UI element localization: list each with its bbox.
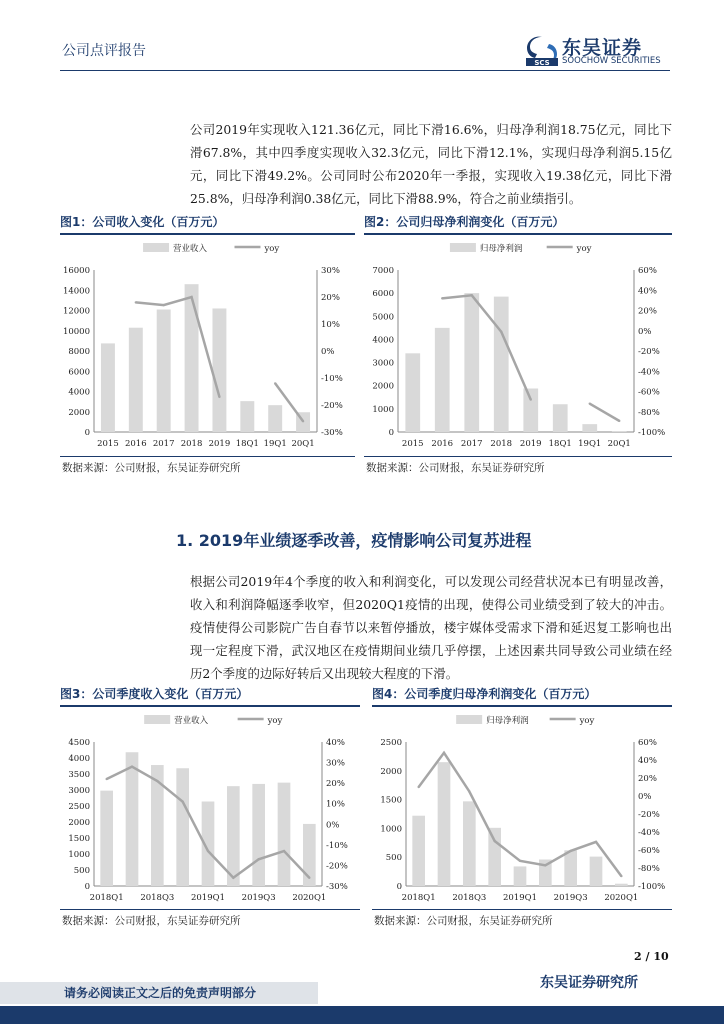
yoy-point — [530, 398, 532, 400]
x-tick-label: 2015 — [97, 439, 119, 449]
yoy-point — [190, 296, 192, 298]
figure-3-title: 图3：公司季度收入变化（百万元） — [60, 683, 360, 707]
left-tick-label: 2500 — [68, 802, 90, 812]
yoy-point — [274, 382, 276, 384]
legend-line-label: yoy — [576, 244, 592, 254]
left-tick-label: 2000 — [372, 381, 394, 392]
x-tick-label: 18Q1 — [548, 439, 572, 449]
right-tick-label: 40% — [638, 286, 657, 297]
right-tick-label: 40% — [326, 738, 345, 748]
section-1-paragraph: 根据公司2019年4个季度的收入和利润变化，可以发现公司经营状况本已有明显改善，收入和利润降幅逐季收窄，但2020Q1疫情的出现，使得公司业绩受到了较大的冲击。疫情使得公司影院广告自春节以来暂停播放，楼宇媒体受需求下滑和延迟复工影响也出现一定程度下滑，武汉地区在疫情期间业绩几乎停摆，上述因素共同导致公司业绩在经历2个季度的边际好转后又出现较大程度的下滑。 — [190, 574, 672, 681]
brand-name-cn: 东吴证券 — [562, 37, 643, 59]
footer-institute: 东吴证券研究所 — [540, 975, 638, 991]
bar — [405, 353, 420, 432]
right-tick-label: 40% — [638, 756, 657, 766]
left-tick-label: 5000 — [372, 312, 394, 323]
yoy-point — [519, 860, 521, 862]
bar — [494, 297, 509, 432]
bar — [435, 328, 450, 432]
right-tick-label: 60% — [638, 738, 657, 748]
bar — [464, 293, 479, 432]
logo-mark-icon — [526, 36, 558, 66]
footer-disclaimer: 请务必阅读正文之后的免责声明部分 — [0, 982, 318, 1004]
legend-bar-label: 营业收入 — [174, 716, 209, 726]
left-tick-label: 16000 — [62, 266, 90, 276]
right-tick-label: -30% — [321, 428, 343, 438]
bar — [212, 308, 226, 432]
left-tick-label: 0 — [396, 882, 402, 892]
legend-bar-swatch — [143, 243, 169, 252]
logo-mark-text: SCS — [534, 59, 550, 66]
bar — [590, 857, 603, 886]
left-tick-label: 3000 — [68, 786, 90, 796]
left-tick-label: 1000 — [380, 824, 402, 835]
report-type-label: 公司点评报告 — [62, 43, 146, 59]
right-tick-label: -20% — [326, 861, 348, 872]
right-tick-label: -40% — [638, 828, 660, 838]
left-tick-label: 10000 — [62, 326, 90, 337]
x-tick-label: 2018Q3 — [140, 893, 175, 903]
left-tick-label: 2000 — [380, 766, 402, 777]
yoy-point — [181, 800, 183, 802]
left-tick-label: 1000 — [372, 404, 394, 415]
bar — [126, 752, 139, 886]
left-tick-label: 4000 — [68, 754, 90, 764]
yoy-point — [493, 840, 495, 842]
yoy-point — [162, 304, 164, 306]
right-tick-label: -100% — [638, 882, 666, 892]
right-tick-label: -20% — [638, 347, 660, 357]
x-tick-label: 2019Q3 — [553, 893, 588, 903]
left-tick-label: 2000 — [68, 407, 90, 418]
x-tick-label: 2016 — [431, 439, 454, 449]
bar — [463, 801, 476, 886]
right-tick-label: -100% — [638, 428, 666, 438]
left-tick-label: 1500 — [380, 795, 402, 806]
right-tick-label: -30% — [326, 882, 348, 892]
left-tick-label: 0 — [84, 882, 90, 892]
right-tick-label: 20% — [321, 293, 340, 303]
yoy-point — [595, 841, 597, 843]
bar — [412, 816, 425, 886]
yoy-point — [441, 297, 443, 299]
legend-bar-label: 归母净利润 — [479, 244, 523, 254]
bar — [615, 884, 628, 886]
yoy-point — [618, 420, 620, 422]
bar — [438, 762, 451, 886]
right-tick-label: -40% — [638, 367, 660, 378]
x-tick-label: 20Q1 — [291, 439, 315, 449]
bar — [612, 431, 627, 432]
figure-1-chart — [60, 236, 355, 454]
right-tick-label: 20% — [638, 774, 657, 784]
legend-bar-swatch — [144, 715, 170, 724]
right-tick-label: -80% — [638, 864, 660, 874]
left-tick-label: 3500 — [68, 770, 90, 780]
yoy-point — [308, 877, 310, 879]
yoy-line — [442, 295, 531, 399]
x-tick-label: 2018Q3 — [452, 893, 487, 903]
figure-2-source: 数据来源：公司财报，东吴证券研究所 — [364, 456, 672, 479]
left-tick-label: 6000 — [372, 289, 394, 300]
left-tick-label: 0 — [388, 428, 394, 438]
x-tick-label: 2019Q1 — [502, 893, 538, 903]
bar — [488, 828, 501, 886]
left-tick-label: 6000 — [68, 367, 90, 378]
bar — [553, 404, 568, 432]
left-tick-label: 1500 — [68, 834, 90, 844]
x-tick-label: 2018Q1 — [401, 893, 436, 903]
yoy-line — [136, 297, 220, 397]
yoy-point — [569, 850, 571, 852]
right-tick-label: -80% — [638, 407, 660, 418]
bar — [240, 401, 254, 432]
bar — [157, 309, 171, 432]
left-tick-label: 12000 — [62, 306, 90, 317]
figure-2-svg — [364, 236, 672, 454]
left-tick-label: 1000 — [68, 850, 90, 860]
left-tick-label: 4000 — [68, 387, 90, 398]
right-tick-label: 60% — [638, 266, 657, 276]
right-tick-label: -20% — [321, 401, 343, 411]
x-tick-label: 2018Q1 — [89, 893, 124, 903]
figure-2-title: 图2：公司归母净利润变化（百万元） — [364, 211, 672, 235]
yoy-point — [468, 790, 470, 792]
bar — [100, 791, 113, 886]
figure-4-chart — [372, 708, 672, 908]
bar — [252, 784, 265, 886]
left-tick-label: 7000 — [372, 266, 394, 276]
legend-line-label: yoy — [267, 716, 283, 726]
figure-4-svg — [372, 708, 672, 908]
yoy-point — [544, 864, 546, 866]
left-tick-label: 8000 — [68, 347, 90, 357]
x-tick-label: 19Q1 — [263, 439, 287, 449]
bar — [514, 866, 527, 886]
bar — [268, 405, 282, 432]
yoy-point — [500, 331, 502, 333]
left-tick-label: 500 — [385, 853, 402, 864]
x-tick-label: 2018 — [490, 439, 513, 449]
yoy-point — [207, 850, 209, 852]
bar — [176, 768, 189, 886]
left-tick-label: 14000 — [62, 286, 90, 297]
right-tick-label: -10% — [321, 374, 343, 384]
legend-line-label: yoy — [264, 244, 280, 254]
figure-2-chart — [364, 236, 672, 454]
right-tick-label: 0% — [326, 820, 340, 831]
x-tick-label: 2015 — [401, 439, 424, 449]
page-number: 2 / 10 — [634, 950, 669, 963]
bar — [523, 388, 538, 432]
yoy-point — [283, 850, 285, 852]
x-tick-label: 2018 — [180, 439, 203, 449]
figure-1-source: 数据来源：公司财报，东吴证券研究所 — [60, 456, 355, 479]
left-tick-label: 2000 — [68, 818, 90, 828]
legend-bar-swatch — [456, 715, 482, 724]
yoy-point — [232, 877, 234, 879]
right-tick-label: 0% — [638, 792, 652, 802]
right-tick-label: 30% — [326, 758, 345, 769]
figure-3-source: 数据来源：公司财报，东吴证券研究所 — [60, 909, 360, 932]
bar — [101, 343, 115, 432]
left-tick-label: 4500 — [68, 738, 90, 748]
right-tick-label: -10% — [326, 840, 348, 851]
figure-3-chart — [60, 708, 360, 908]
bar — [582, 424, 597, 432]
left-tick-label: 0 — [84, 428, 90, 438]
figure-1-svg — [60, 236, 355, 454]
right-tick-label: -60% — [638, 846, 660, 856]
yoy-point — [443, 752, 445, 754]
right-tick-label: 10% — [321, 320, 340, 330]
x-tick-label: 2020Q1 — [292, 893, 327, 903]
figure-4-source: 数据来源：公司财报，东吴证券研究所 — [372, 909, 672, 932]
left-tick-label: 2500 — [380, 738, 402, 748]
right-tick-label: 0% — [321, 347, 335, 357]
right-tick-label: 20% — [326, 779, 345, 790]
section-1-heading: 1. 2019年业绩逐季改善，疫情影响公司复苏进程 — [176, 531, 532, 550]
yoy-point — [302, 420, 304, 422]
right-tick-label: 30% — [321, 266, 340, 276]
right-tick-label: -60% — [638, 387, 660, 398]
x-tick-label: 19Q1 — [578, 439, 602, 449]
x-tick-label: 20Q1 — [607, 439, 631, 449]
x-tick-label: 2019Q1 — [190, 893, 226, 903]
x-tick-label: 2019Q3 — [241, 893, 276, 903]
legend-bar-swatch — [450, 243, 476, 252]
yoy-point — [156, 780, 158, 782]
bar — [278, 783, 291, 886]
figure-1-title: 图1：公司收入变化（百万元） — [60, 211, 355, 235]
right-tick-label: 0% — [638, 326, 652, 337]
figure-4-title: 图4：公司季度归母净利润变化（百万元） — [372, 683, 672, 707]
left-tick-label: 500 — [73, 866, 90, 876]
bar — [185, 284, 199, 432]
left-tick-label: 4000 — [372, 335, 394, 346]
left-tick-label: 3000 — [372, 358, 394, 369]
yoy-point — [105, 778, 107, 780]
legend-bar-label: 营业收入 — [173, 244, 208, 254]
yoy-point — [589, 402, 591, 404]
yoy-line — [590, 404, 620, 421]
yoy-point — [620, 875, 622, 877]
brand-name-en: SOOCHOW SECURITIES — [562, 56, 661, 66]
right-tick-label: 20% — [638, 306, 657, 317]
x-tick-label: 2019 — [208, 439, 231, 449]
yoy-point — [131, 765, 133, 767]
x-tick-label: 2016 — [124, 439, 147, 449]
legend-line-label: yoy — [579, 716, 595, 726]
footer-bar — [0, 1006, 724, 1024]
summary-paragraph: 公司2019年实现收入121.36亿元，同比下滑16.6%，归母净利润18.75亿元，同比下滑67.8%，其中四季度实现收入32.3亿元，同比下滑12.1%，实现归母净利润5.15亿元，同比下滑49.2%。公司同时公布2020年一季报，实现收入19.38亿元，同比下滑25.8%，归母净利润0.38亿元，同比下滑88.9%，符合之前业绩指引。 — [190, 122, 672, 206]
bar — [227, 786, 240, 886]
yoy-point — [471, 294, 473, 296]
brand-logo — [526, 36, 676, 68]
yoy-point — [218, 396, 220, 398]
yoy-point — [257, 858, 259, 860]
header-divider — [60, 70, 670, 71]
right-tick-label: 10% — [326, 799, 345, 810]
yoy-point — [417, 786, 419, 788]
figure-3-svg — [60, 708, 360, 908]
right-tick-label: -20% — [638, 810, 660, 820]
bar — [129, 328, 143, 432]
x-tick-label: 18Q1 — [235, 439, 259, 449]
x-tick-label: 2017 — [460, 439, 483, 449]
x-tick-label: 2020Q1 — [604, 893, 639, 903]
x-tick-label: 2019 — [519, 439, 542, 449]
x-tick-label: 2017 — [152, 439, 175, 449]
bar — [564, 850, 577, 886]
legend-bar-label: 归母净利润 — [486, 716, 529, 726]
yoy-point — [135, 301, 137, 303]
